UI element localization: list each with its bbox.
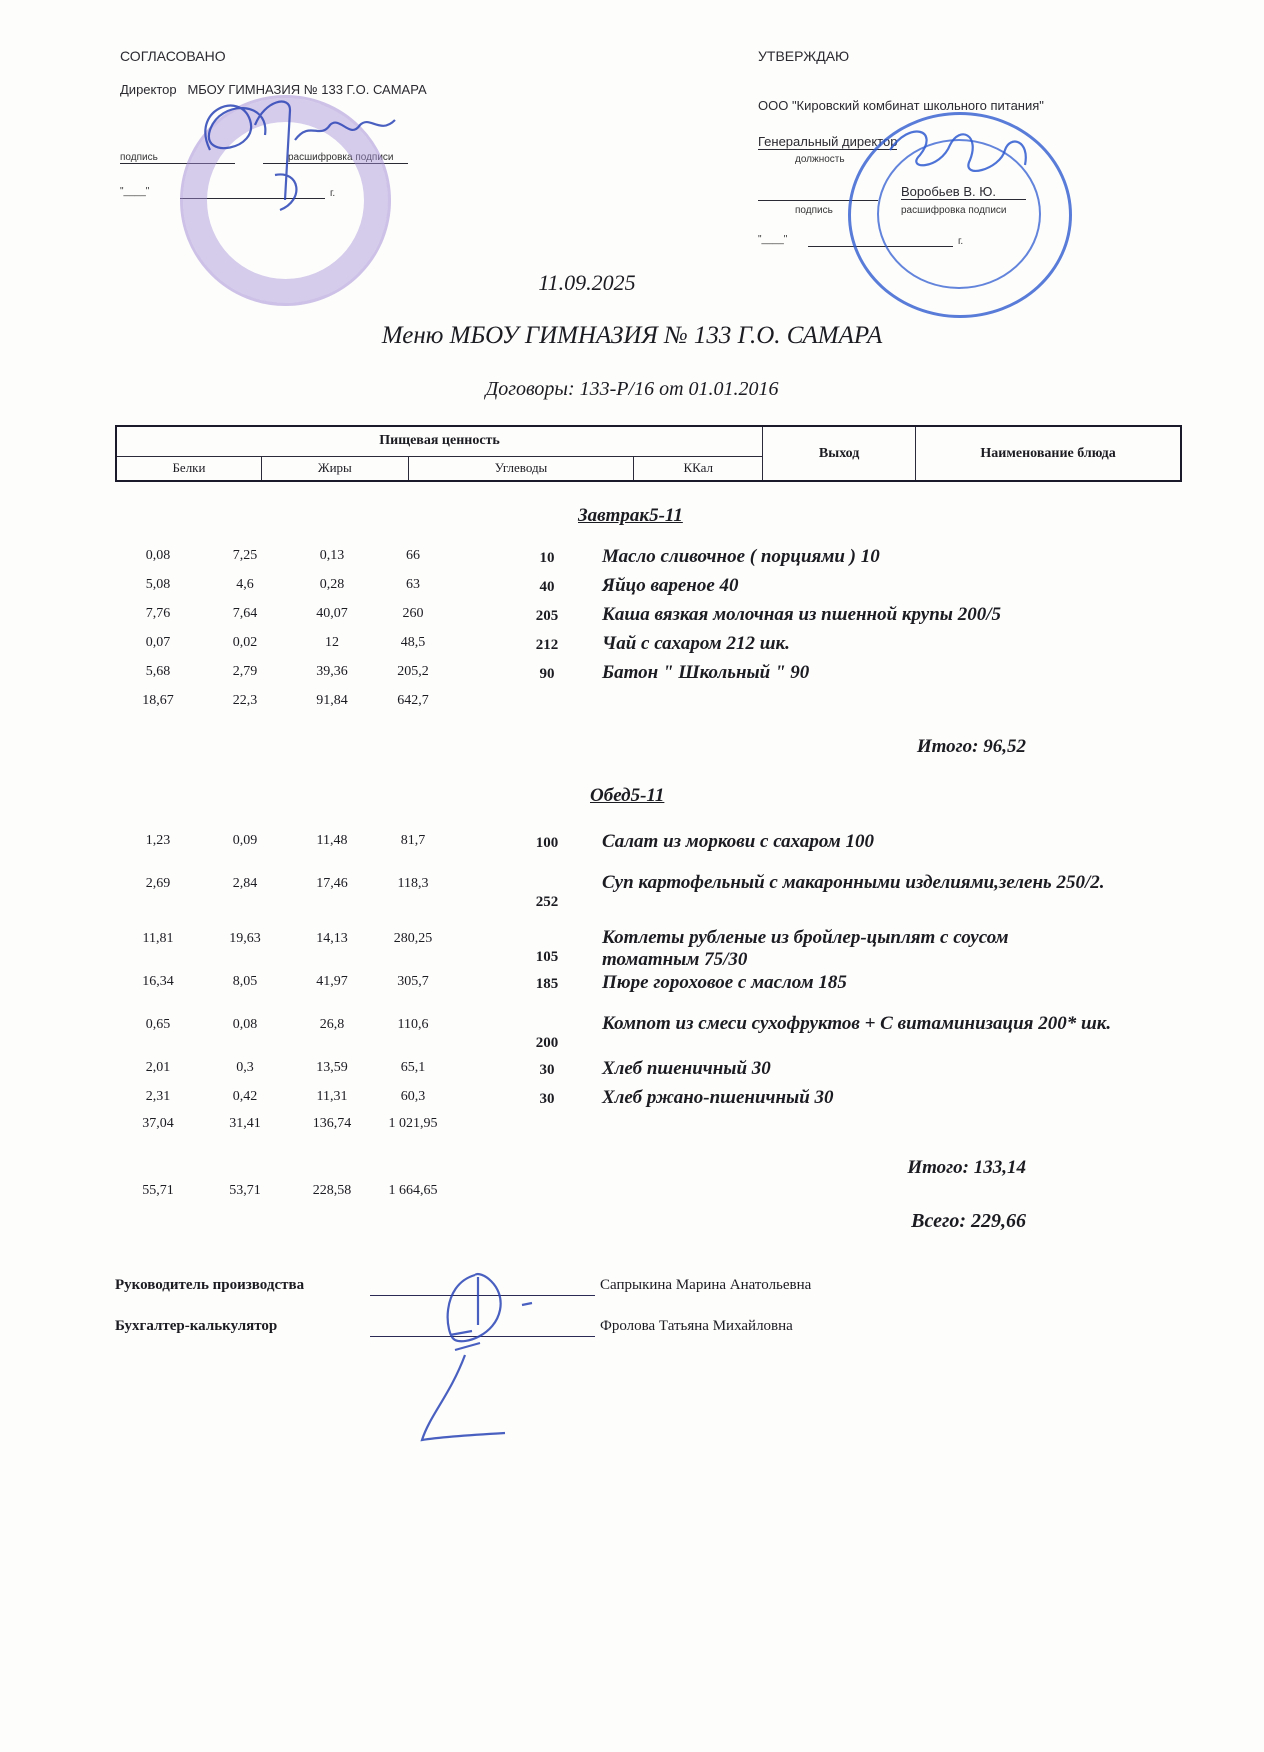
nutrition-header: Пищевая ценность <box>116 426 763 456</box>
kcal-cell: 60,3 <box>400 1089 426 1104</box>
fats-cell: 0,09 <box>232 833 258 848</box>
right-sign-label: подпись <box>795 205 833 216</box>
dish-name: Салат из моркови с сахаром 100 <box>602 831 874 852</box>
proteins-cell: 0,08 <box>145 548 171 563</box>
kcal-cell: 63 <box>406 577 420 592</box>
yield-cell: 252 <box>535 894 559 910</box>
kcal-subtotal: 642,7 <box>397 693 429 708</box>
approval-left-position: Директор МБОУ ГИМНАЗИЯ № 133 Г.О. САМАРА <box>120 82 427 97</box>
left-year-suffix: г. <box>330 188 336 199</box>
section-title-lunch: Обед5-11 <box>590 785 665 806</box>
proteins-cell: 5,08 <box>145 577 171 592</box>
general-director-signature-icon <box>880 110 1060 200</box>
fats-cell: 0,3 <box>236 1060 254 1075</box>
dish-name: Чай с сахаром 212 шк. <box>602 633 790 654</box>
kcal-cell: 205,2 <box>397 664 429 679</box>
fats-cell: 0,42 <box>232 1089 258 1104</box>
fats-cell: 2,79 <box>232 664 258 679</box>
carbs-cell: 41,97 <box>316 974 348 989</box>
yield-cell: 90 <box>539 666 555 682</box>
approval-left-heading: СОГЛАСОВАНО <box>120 48 226 64</box>
proteins-cell: 2,31 <box>145 1089 171 1104</box>
kcal-cell: 118,3 <box>397 876 429 891</box>
fats-cell: 8,05 <box>232 974 258 989</box>
approval-right-heading: УТВЕРЖДАЮ <box>758 48 850 64</box>
right-year-suffix: г. <box>958 236 964 247</box>
yield-cell: 105 <box>535 949 559 965</box>
dish-name: Суп картофельный с макаронными изделиями,зелень 250/2. <box>602 872 1105 893</box>
proteins-grand-total: 55,71 <box>142 1183 174 1198</box>
yield-cell: 212 <box>535 637 559 653</box>
proteins-cell: 11,81 <box>142 931 174 946</box>
dish-name: Хлеб ржано-пшеничный 30 <box>602 1087 834 1108</box>
fats-cell: 4,6 <box>236 577 254 592</box>
left-decode-label: расшифровка подписи <box>288 152 394 163</box>
page-title: Меню МБОУ ГИМНАЗИЯ № 133 Г.О. САМАРА <box>381 322 883 349</box>
proteins-subtotal: 18,67 <box>142 693 174 708</box>
signature-name: Фролова Татьяна Михайловна <box>600 1318 793 1334</box>
carbs-cell: 11,48 <box>316 833 348 848</box>
proteins-cell: 5,68 <box>145 664 171 679</box>
carbs-cell: 40,07 <box>316 606 348 621</box>
yield-header: Выход <box>763 426 916 481</box>
proteins-subtotal: 37,04 <box>142 1116 174 1131</box>
fats-cell: 19,63 <box>229 931 261 946</box>
fats-cell: 0,08 <box>232 1017 258 1032</box>
proteins-header: Белки <box>116 456 261 481</box>
kcal-header: ККал <box>634 456 763 481</box>
dish-name: Хлеб пшеничный 30 <box>602 1058 771 1079</box>
carbs-cell: 39,36 <box>316 664 348 679</box>
carbs-header: Углеводы <box>408 456 634 481</box>
fats-cell: 7,64 <box>232 606 258 621</box>
fats-cell: 0,02 <box>232 635 258 650</box>
proteins-cell: 1,23 <box>145 833 171 848</box>
yield-cell: 40 <box>539 579 555 595</box>
carbs-subtotal: 91,84 <box>316 693 348 708</box>
proteins-cell: 0,07 <box>145 635 171 650</box>
yield-cell: 200 <box>535 1035 559 1051</box>
yield-cell: 30 <box>539 1091 555 1107</box>
director-signature-icon <box>180 80 410 220</box>
kcal-subtotal: 1 021,95 <box>388 1116 438 1131</box>
carbs-cell: 17,46 <box>316 876 348 891</box>
fats-grand-total: 53,71 <box>229 1183 261 1198</box>
proteins-cell: 16,34 <box>142 974 174 989</box>
yield-cell: 205 <box>535 608 559 624</box>
kcal-grand-total: 1 664,65 <box>388 1183 438 1198</box>
dish-name-header: Наименование блюда <box>916 426 1181 481</box>
carbs-cell: 0,28 <box>319 577 345 592</box>
carbs-grand-total: 228,58 <box>312 1183 352 1198</box>
dish-name: Пюре гороховое с маслом 185 <box>602 972 847 993</box>
yield-cell: 185 <box>535 976 559 992</box>
contracts-line: Договоры: 133-Р/16 от 01.01.2016 <box>485 378 779 400</box>
dish-name: Яйцо вареное 40 <box>602 575 739 596</box>
section-title-breakfast: Завтрак5-11 <box>578 505 683 526</box>
yield-cell: 10 <box>539 550 555 566</box>
right-decode-label: расшифровка подписи <box>901 205 1007 216</box>
carbs-cell: 0,13 <box>319 548 345 563</box>
kcal-cell: 280,25 <box>393 931 433 946</box>
left-sign-label: подпись <box>120 152 158 163</box>
grand-total: Всего: 229,66 <box>911 1210 1026 1232</box>
fats-subtotal: 31,41 <box>229 1116 261 1131</box>
signature-role: Руководитель производства <box>115 1277 305 1293</box>
dish-name: Батон " Школьный " 90 <box>602 662 810 683</box>
fats-cell: 7,25 <box>232 548 258 563</box>
approval-right-organization: ООО "Кировский комбинат школьного питания" <box>758 98 1044 113</box>
carbs-cell: 11,31 <box>316 1089 348 1104</box>
dish-name: Компот из смеси сухофруктов + С витаминизация 200* шк. <box>602 1013 1112 1034</box>
kcal-cell: 48,5 <box>400 635 426 650</box>
right-position-label: должность <box>795 154 845 165</box>
kcal-cell: 65,1 <box>400 1060 426 1075</box>
dish-name: Котлеты рубленые из бройлер-цыплят с соусом томатным 75/30 <box>602 927 1009 970</box>
kcal-cell: 81,7 <box>400 833 426 848</box>
carbs-cell: 12 <box>325 635 339 650</box>
yield-cell: 30 <box>539 1062 555 1078</box>
kcal-cell: 110,6 <box>397 1017 429 1032</box>
dish-name: Каша вязкая молочная из пшенной крупы 200/5 <box>602 604 1002 625</box>
dish-name: Масло сливочное ( порциями ) 10 <box>602 546 880 567</box>
signature-role: Бухгалтер-калькулятор <box>115 1318 278 1334</box>
carbs-cell: 26,8 <box>319 1017 345 1032</box>
kcal-cell: 305,7 <box>397 974 429 989</box>
proteins-cell: 2,69 <box>145 876 171 891</box>
kcal-cell: 66 <box>406 548 420 563</box>
lunch-total: Итого: 133,14 <box>907 1157 1026 1178</box>
menu-table-header <box>115 425 1182 482</box>
proteins-cell: 7,76 <box>145 606 171 621</box>
fats-subtotal: 22,3 <box>232 693 258 708</box>
right-signer-name: Воробьев В. Ю. <box>901 184 1026 200</box>
menu-date: 11.09.2025 <box>538 270 636 295</box>
yield-cell: 100 <box>535 835 559 851</box>
production-head-signature-icon <box>410 1265 570 1455</box>
fats-header: Жиры <box>261 456 408 481</box>
carbs-cell: 14,13 <box>316 931 348 946</box>
approval-right-position: Генеральный директор <box>758 134 898 149</box>
carbs-subtotal: 136,74 <box>312 1116 352 1131</box>
breakfast-total: Итого: 96,52 <box>916 736 1026 757</box>
left-date-quote: "____" <box>120 186 150 197</box>
carbs-cell: 13,59 <box>316 1060 348 1075</box>
kcal-cell: 260 <box>402 606 424 621</box>
proteins-cell: 0,65 <box>145 1017 171 1032</box>
fats-cell: 2,84 <box>232 876 258 891</box>
right-date-quote: "____" <box>758 234 788 245</box>
signature-name: Сапрыкина Марина Анатольевна <box>600 1277 812 1293</box>
proteins-cell: 2,01 <box>145 1060 171 1075</box>
